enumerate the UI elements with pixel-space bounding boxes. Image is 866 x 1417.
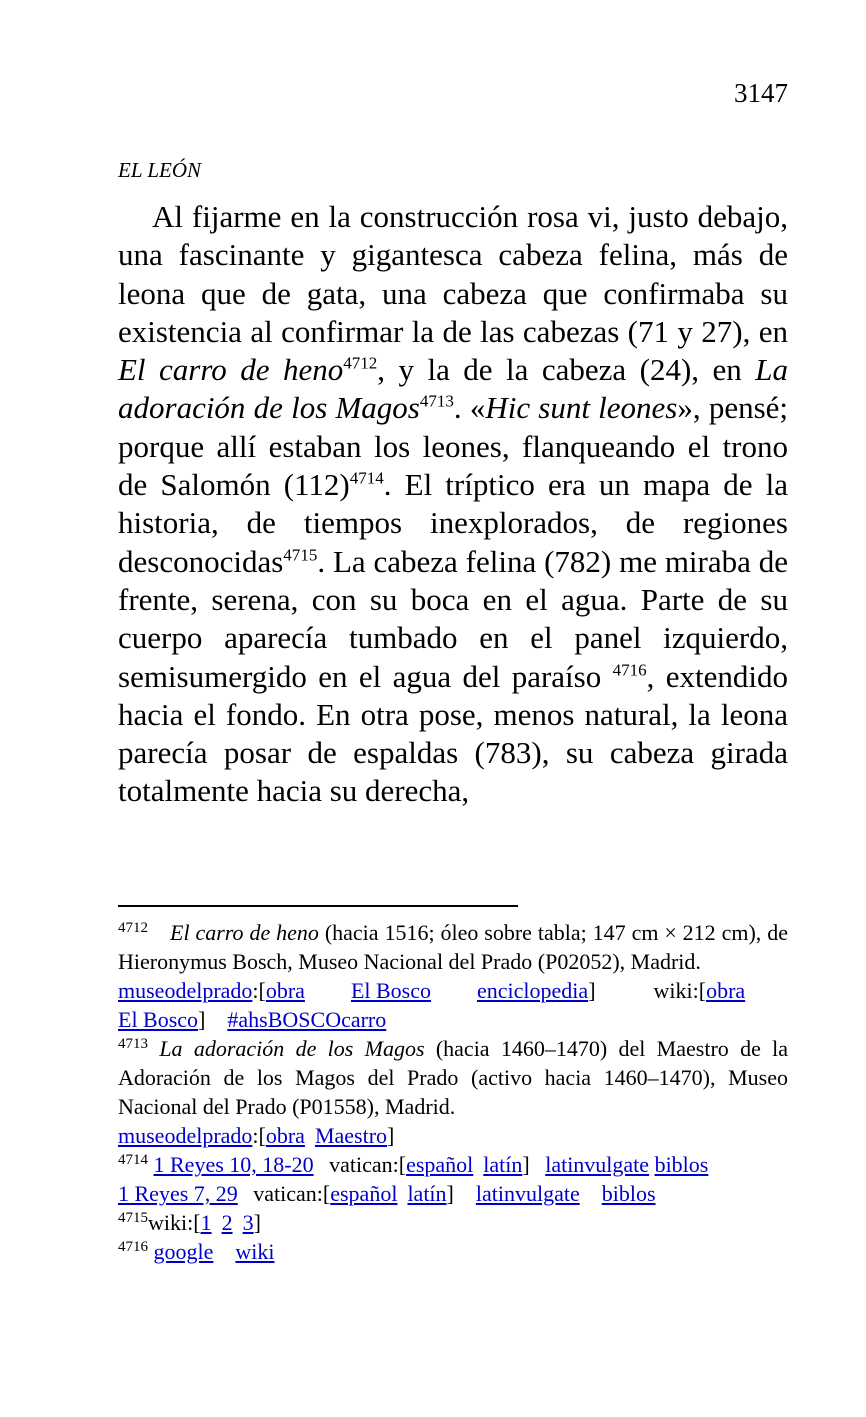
wiki-prefix: wiki:[ <box>653 978 707 1003</box>
footnote-ref: 4714 <box>349 468 384 488</box>
el-bosco-link[interactable]: El Bosco <box>350 978 432 1003</box>
running-head: EL LEÓN <box>118 158 202 182</box>
vatican-prefix: vatican:[ <box>253 1181 331 1206</box>
footnote-text: (hacia 1516; óleo sobre tabla; 147 cm × 212 cm), de Hieronymus Bosch, Museo Nacional del Prado (P02052), Madrid. <box>118 920 788 974</box>
wiki-obra-link[interactable]: obra <box>706 978 746 1003</box>
footnote-ref: 4716 <box>612 660 647 680</box>
biblos-link[interactable]: biblos <box>654 1152 709 1177</box>
footnote-number: 4716 <box>118 1239 148 1255</box>
footnote-4714 <box>118 1150 788 1208</box>
footnote-links <box>118 1150 788 1179</box>
obra-link[interactable]: obra <box>265 978 305 1003</box>
latinvulgate-link[interactable]: latinvulgate <box>475 1181 580 1206</box>
footnote-links <box>118 976 788 1005</box>
footnote-4715 <box>118 1208 788 1237</box>
latin-link[interactable]: latín <box>407 1181 447 1206</box>
body-text-segment: , extendido hacia el fondo. En otra pose, menos natural, la leona parecía posar de espaldas (783), su cabeza girada totalmente hacia su derecha, <box>118 658 789 809</box>
espanol-link[interactable]: español <box>406 1152 474 1177</box>
latin-link[interactable]: latín <box>483 1152 523 1177</box>
footnote-title: El carro de heno <box>170 920 319 945</box>
body-text-segment: Al fijarme en la construcción rosa vi, justo debajo, una fascinante y gigantesca cabeza felina, más de leona que de gata, una cabeza que confirmaba su existencia al confirmar la de las cabezas (71 y 27), en <box>118 199 788 349</box>
footnote-links <box>118 1005 788 1034</box>
google-link[interactable]: google <box>153 1239 214 1264</box>
museodelprado-link[interactable]: museodelprado <box>118 1123 253 1148</box>
footnote-text: (hacia 1460–1470) del Maestro de la Adoración de los Magos del Prado (activo hacia 1460–1470), Museo Nacional del Prado (P01558), Madrid. <box>118 1036 789 1119</box>
hashtag-link[interactable]: #ahsBOSCOcarro <box>227 1007 387 1032</box>
artwork-title: El carro de heno <box>118 352 344 388</box>
footnote-ref: 4712 <box>343 353 378 373</box>
footnote-separator <box>118 905 518 907</box>
footnote-ref: 4715 <box>283 545 318 565</box>
vatican-prefix: vatican:[ <box>329 1152 407 1177</box>
maestro-link[interactable]: Maestro <box>314 1123 388 1148</box>
obra-link[interactable]: obra <box>265 1123 305 1148</box>
bible-ref-link[interactable]: 1 Reyes 10, 18-20 <box>153 1152 314 1177</box>
body-text <box>118 198 788 811</box>
footnote-4716 <box>118 1237 788 1266</box>
wiki-el-bosco-link[interactable]: El Bosco <box>118 1007 199 1032</box>
footnotes <box>118 918 788 1266</box>
page-number: 3147 <box>734 78 788 108</box>
biblos-link[interactable]: biblos <box>601 1181 656 1206</box>
footnote-number: 4715 <box>118 1210 148 1226</box>
bracket-text: :[ <box>252 1123 266 1148</box>
latinvulgate-link[interactable]: latinvulgate <box>545 1152 650 1177</box>
espanol-link[interactable]: español <box>330 1181 398 1206</box>
artwork-title: La adoración de los Magos <box>118 352 788 426</box>
body-paragraph <box>118 198 788 811</box>
body-text-segment: . « <box>453 390 486 426</box>
bible-ref-link[interactable]: 1 Reyes 7, 29 <box>118 1181 238 1206</box>
body-text-segment: . La cabeza felina (782) me miraba de frente, serena, con su boca en el agua. Parte de su cuerpo aparecía tumbado en el panel izquierdo, semisumergido en el agua del paraíso <box>118 543 788 694</box>
body-text-segment: . El tríptico era un mapa de la historia, de tiempos inexplorados, de regiones desconocidas <box>118 467 789 579</box>
body-text-segment: », pensé; porque allí estaban los leones, flanqueando el trono de Salomón (112) <box>118 390 789 503</box>
bracket-text: :[ <box>252 978 266 1003</box>
wiki-link-2[interactable]: 2 <box>221 1210 233 1235</box>
bracket-text: ] <box>387 1123 395 1148</box>
bracket-text: ] <box>522 1152 530 1177</box>
enciclopedia-link[interactable]: enciclopedia <box>477 978 589 1003</box>
footnote-number: 4713 <box>118 1036 148 1052</box>
bracket-text: ] <box>253 1210 261 1235</box>
wiki-link-3[interactable]: 3 <box>242 1210 254 1235</box>
bracket-text: ] <box>446 1181 454 1206</box>
wiki-prefix: wiki:[ <box>148 1210 201 1235</box>
latin-phrase: Hic sunt leones <box>485 390 678 426</box>
footnote-links <box>118 1121 788 1150</box>
museodelprado-link[interactable]: museodelprado <box>118 978 253 1003</box>
bracket-text: ] <box>198 1007 206 1032</box>
footnote-title: La adoración de los Magos <box>159 1036 425 1061</box>
wiki-link-1[interactable]: 1 <box>200 1210 212 1235</box>
footnote-number: 4712 <box>118 920 148 936</box>
bracket-text: ] <box>588 978 596 1003</box>
footnote-number: 4714 <box>118 1152 148 1168</box>
body-text-segment: , y la de la cabeza (24), en <box>377 352 756 388</box>
footnote-4712 <box>118 918 788 1034</box>
footnote-links <box>118 1179 788 1208</box>
footnote-ref: 4713 <box>419 392 454 412</box>
wiki-link[interactable]: wiki <box>235 1239 275 1264</box>
footnote-4713 <box>118 1034 788 1150</box>
